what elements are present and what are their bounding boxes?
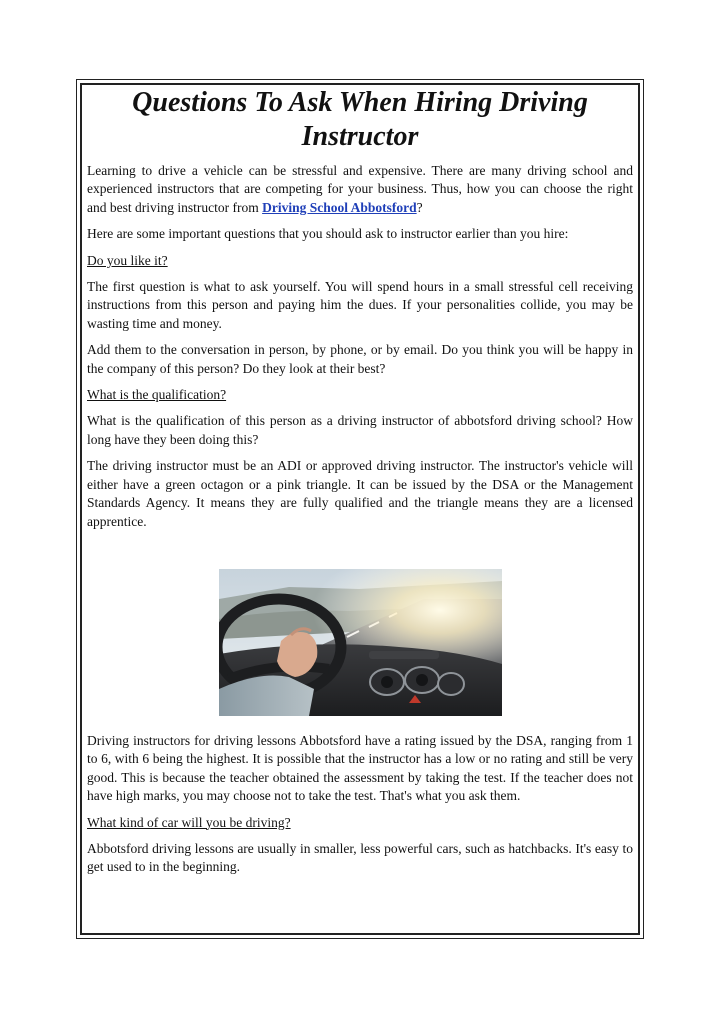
intro-text-end: ? [416,199,423,215]
paragraph-add-them: Add them to the conversation in person, by phone, or by email. Do you think you will be happy in the company of this person? Do they look at their best? [87,342,633,376]
article [87,86,633,885]
driving-photo [219,569,502,716]
section-heading-like-it: Do you like it? [87,252,168,268]
section-heading-car: What kind of car will you be driving? [87,814,291,830]
paragraph-adi: The driving instructor must be an ADI or approved driving instructor. The instructor's vehicle will either have a green octagon or a pink triangle. It can be issued by the DSA or the Management Standards Agency. It means they are fully qualified and the triangle means they are a licensed apprentice. [87,458,633,529]
questions-intro: Here are some important questions that you should ask to instructor earlier than you hire: [87,226,569,242]
paragraph-first-question: The first question is what to ask yourself. You will spend hours in a small stressful cell receiving instructions from this person and paying him the dues. If your personalities collide, you may be wasting time and money. [87,279,633,331]
paragraph-car: Abbotsford driving lessons are usually in smaller, less powerful cars, such as hatchbacks. It's easy to get used to in the beginning. [87,840,633,875]
section-heading-qualification: What is the qualification? [87,387,227,403]
paragraph-qualification-question: What is the qualification of this person as a driving instructor of abbotsford driving school? How long have they been doing this? [87,413,633,447]
intro-text: Learning to drive a vehicle can be stressful and expensive. There are many driving school and experienced instructors that are competing for your business. Thus, how you can choose the right and best driving instructor from [87,163,633,215]
paragraph-rating: Driving instructors for driving lessons Abbotsford have a rating issued by the DSA, ranging from 1 to 6, with 6 being the highest. It is possible that the instructor has a low or no rating and still be very good. This is because the teacher obtained the assessment by taking the test. If the teacher does not have high marks, you may choose not to take the test. That's what you ask them. [87,732,633,804]
article-title: Questions To Ask When Hiring Driving Instructor [132,87,588,152]
driving-school-abbotsford-link[interactable]: Driving School Abbotsford [262,199,417,215]
intro-paragraph [87,162,633,217]
